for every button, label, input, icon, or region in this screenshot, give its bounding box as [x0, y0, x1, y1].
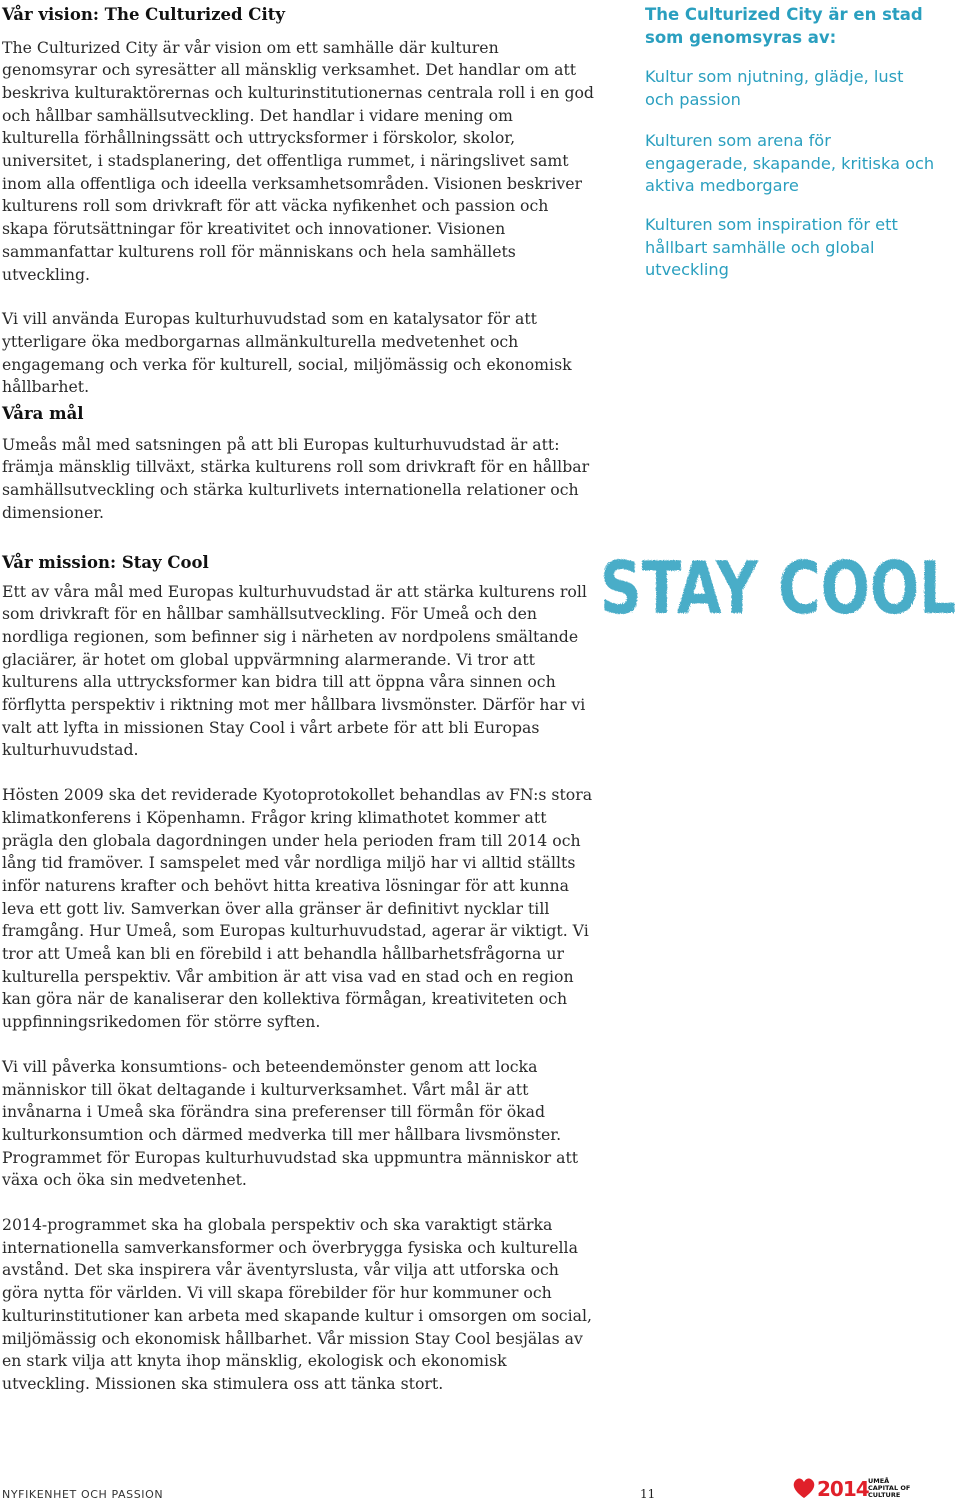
- mission-section: [2, 552, 594, 1396]
- vision-paragraph-2: Vi vill använda Europas kulturhuvudstad som en katalysator för att ytterligare öka medborgarnas allmänkulturella medvetenhet och engagemang och verka för kulturell, social, miljömässig och ekonomisk hållbarhet.: [2, 309, 572, 397]
- goals-heading: Våra mål: [2, 404, 84, 423]
- brand-line-2: CAPITAL OF: [868, 1484, 910, 1492]
- mission-heading: Vår mission: Stay Cool: [2, 553, 209, 572]
- umea-2014-logo-graphic: [790, 1474, 910, 1502]
- stay-cool-logo-text: STAY COOL: [600, 546, 956, 628]
- brand-year: 2014: [817, 1477, 869, 1501]
- stay-cool-logo-graphic: [598, 538, 960, 628]
- heart-icon: [794, 1478, 815, 1498]
- sidebar-item: Kulturen som inspiration för ett hållbart samhälle och global utveckling: [645, 215, 898, 279]
- brand-line-1: UMEÅ: [868, 1477, 890, 1485]
- page-number: 11: [640, 1487, 656, 1501]
- sidebar-item: Kulturen som arena för engagerade, skapande, kritiska och aktiva medborgare: [645, 131, 935, 195]
- mission-paragraph-2: Hösten 2009 ska det reviderade Kyotoprotokollet behandlas av FN:s stora klimatkonferens i Köpenhamn. Frågor kring klimathotet kommer att prägla den globala dagordningen under hela perioden fram till 2014 och lång tid framöver. I samspelet med vår nordliga miljö har vi alltid ställts inför naturens krafter och behövt hitta kreativa lösningar för att kunna leva ett gott liv. Samverkan över alla gränser är definitivt nycklar till framgång. Hur Umeå, som Europas kulturhuvudstad, agerar är viktigt. Vi tror att Umeå kan bli en förebild i att behandla hållbarhetsfrågorna ur kulturella perspektiv. Vår ambition är att visa vad en stad och en region kan göra när de kanaliserar den kollektiva förmågan, kreativiteten och uppfinningsrikedomen för större syften.: [2, 785, 593, 1032]
- vision-paragraph-1: The Culturized City är vår vision om ett samhälle där kulturen genomsyrar och syresätter all mänsklig verksamhet. Det handlar om att beskriva kulturaktörernas och kulturinstitutionernas centrala roll i en god och hållbar samhällsutveckling. Det handlar i vidare mening om kulturella förhållningssätt och uttrycksformer i förskolor, skolor, universitet, i stadsplanering, det offentliga rummet, i näringslivet samt inom alla offentliga och ideella verksamhetsområden. Visionen beskriver kulturens roll som drivkraft för att väcka nyfikenhet och passion och skapa förutsättningar för kreativitet och innovationer. Visionen sammanfattar kulturens roll för människans och hela samhällets utveckling.: [2, 37, 594, 284]
- mission-paragraph-3: Vi vill påverka konsumtions- och beteendemönster genom att locka människor till ökat deltagande i kulturverksamhet. Vårt mål är att invånarna i Umeå ska förändra sina preferenser till förmån för ökad kulturkonsumtion och därmed medverka till mer hållbara livsmönster. Programmet för Europas kulturhuvudstad ska uppmuntra människor att växa och öka sin medvetenhet.: [2, 1056, 579, 1190]
- footer-section-label: NYFIKENHET OCH PASSION: [2, 1488, 164, 1501]
- goals-section: [2, 403, 594, 524]
- mission-paragraph-1: Ett av våra mål med Europas kulturhuvudstad är att stärka kulturens roll som drivkraft för en hållbar samhällsutveckling. För Umeå och den nordliga regionen, som befinner sig i närheten av nordpolens smältande glaciärer, är hotet om global uppvärmning alarmerande. Vi tror att kulturens alla uttrycksformer kan bidra till att öppna våra sinnen och förflytta perspektiv i riktning mot mer hållbara livsmönster. Därför har vi valt att lyfta in missionen Stay Cool i vårt arbete för att bli Europas kulturhuvudstad.: [2, 581, 587, 760]
- vision-section: [2, 4, 594, 399]
- goals-paragraph-1: Umeås mål med satsningen på att bli Europas kulturhuvudstad är att: främja mänsklig tillväxt, stärka kulturens roll som drivkraft för en hållbar samhällsutveckling och stärka kulturlivets internationella relationer och dimensioner.: [2, 434, 590, 522]
- vision-heading: Vår vision: The Culturized City: [2, 5, 285, 24]
- mission-paragraph-4: 2014-programmet ska ha globala perspektiv och ska varaktigt stärka internationella samverkansformer och överbrygga fysiska och kulturella avstånd. Det ska inspirera vår äventyrslusta, vår vilja att utforska och göra nytta för världen. Vi vill skapa förebilder för hur kommuner och kulturinstitutioner kan arbeta med skapande kultur i omsorgen om social, miljömässig och ekonomisk hållbarhet. Vår mission Stay Cool besjälas av en stark vilja att knyta ihop mänsklig, ekologisk och ekonomisk utveckling. Missionen ska stimulera oss att tänka stort.: [2, 1215, 592, 1393]
- sidebar-item: Kultur som njutning, glädje, lust och passion: [645, 67, 904, 109]
- sidebar-title: The Culturized City är en stad som genomsyras av:: [645, 5, 923, 47]
- brand-line-3: CULTURE: [868, 1491, 901, 1499]
- umea-2014-logo: [790, 1474, 910, 1502]
- stay-cool-logo: [598, 538, 960, 628]
